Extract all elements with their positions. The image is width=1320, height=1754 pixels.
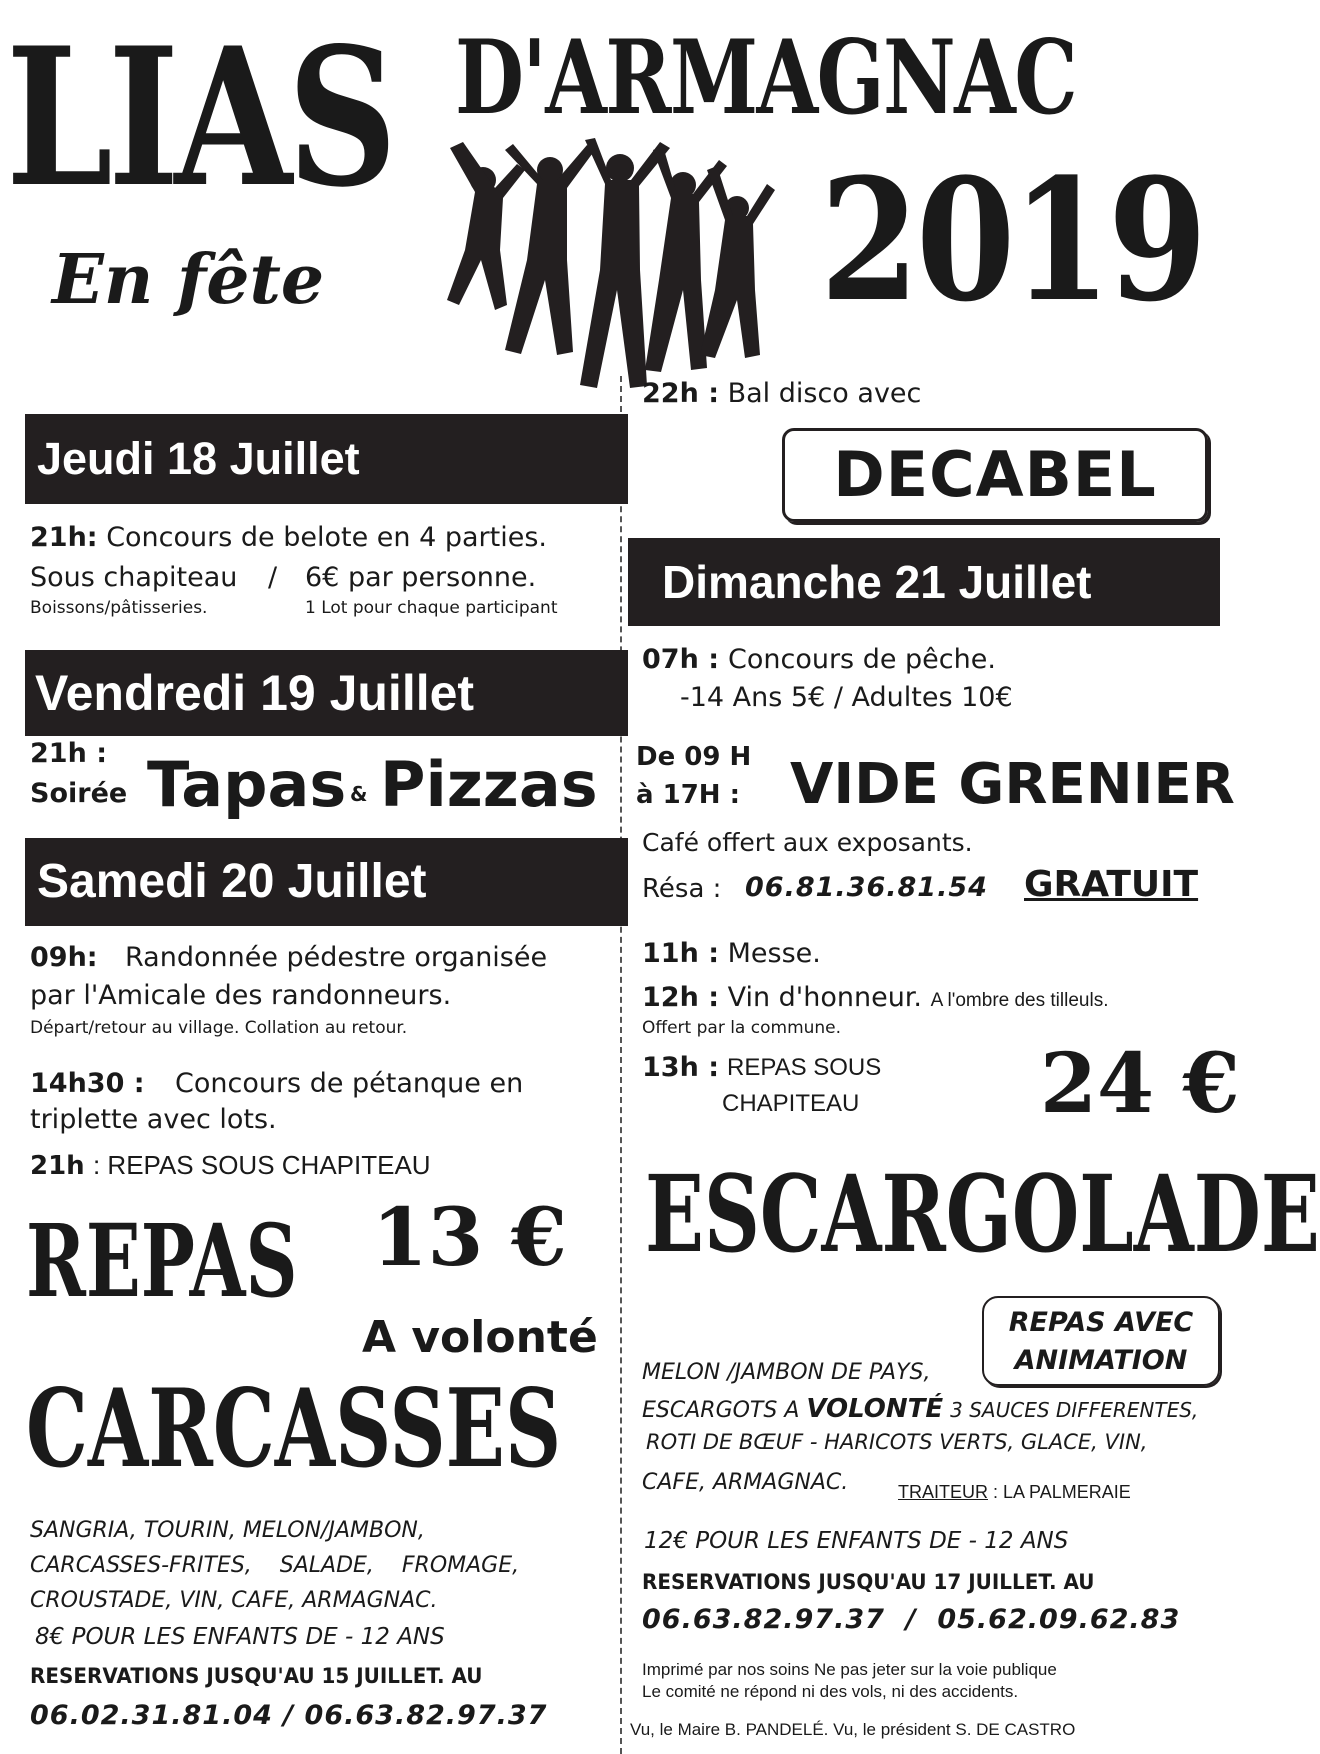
dimanche-kids: 12€ POUR LES ENFANTS DE - 12 ANS bbox=[644, 1528, 1069, 1554]
subtitle-en-fete: En fête bbox=[52, 240, 325, 320]
dimanche-vin-offert: Offert par la commune. bbox=[642, 1018, 842, 1038]
dimanche-messe bbox=[642, 938, 821, 969]
jeudi-boissons: Boissons/pâtisseries. bbox=[30, 598, 208, 618]
dimanche-heading: Dimanche 21 Juillet bbox=[628, 538, 1220, 626]
dimanche-menu-l4: CAFE, ARMAGNAC. bbox=[642, 1470, 849, 1495]
footer-l1: Imprimé par nos soins Ne pas jeter sur la voie publique bbox=[642, 1660, 1057, 1679]
samedi-kids: 8€ POUR LES ENFANTS DE - 12 ANS bbox=[35, 1624, 445, 1650]
samedi-repas-big: REPAS bbox=[26, 1202, 298, 1320]
bal-time: 22h : bbox=[642, 378, 719, 409]
jeudi-belote: Concours de belote en 4 parties. bbox=[106, 522, 547, 553]
dimanche-menu-l2a: ESCARGOTS A bbox=[642, 1398, 800, 1423]
samedi-phones: 06.02.31.81.04 / 06.63.82.97.37 bbox=[30, 1700, 548, 1731]
samedi-price: 13 € bbox=[372, 1190, 567, 1284]
jeudi-price: 6€ par personne. bbox=[305, 562, 537, 593]
dimanche-menu-l3: ROTI DE BŒUF - HARICOTS VERTS, GLACE, VIN, bbox=[646, 1430, 1148, 1454]
vendredi-soiree: Soirée bbox=[30, 778, 128, 809]
dimanche-phones: 06.63.82.97.37 / 05.62.09.62.83 bbox=[642, 1604, 1181, 1635]
vendredi-amp: & bbox=[350, 782, 368, 806]
animation-l1: REPAS AVEC bbox=[1008, 1307, 1194, 1338]
dimanche-vin-text: Vin d'honneur. bbox=[727, 982, 923, 1013]
dimanche-vin-note: A l'ombre des tilleuls. bbox=[930, 990, 1109, 1011]
animation-box bbox=[982, 1296, 1220, 1386]
samedi-menu-l3: CROUSTADE, VIN, CAFE, ARMAGNAC. bbox=[30, 1588, 438, 1613]
samedi-resa: RESERVATIONS JUSQU'AU 15 JUILLET. AU bbox=[30, 1664, 483, 1688]
dimanche-menu-l2b: VOLONTÉ bbox=[806, 1394, 944, 1424]
vendredi-time: 21h : bbox=[30, 738, 107, 769]
jeudi-time: 21h: bbox=[30, 522, 98, 553]
samedi-rando-l1 bbox=[30, 942, 98, 973]
dimanche-resa-label: Résa : bbox=[642, 874, 722, 904]
dimanche-traiteur-label: TRAITEUR bbox=[898, 1482, 988, 1502]
dimanche-menu-l2 bbox=[642, 1394, 1198, 1424]
dimanche-vide-to: à 17H : bbox=[636, 780, 740, 810]
dimanche-menu-l2c: 3 SAUCES DIFFERENTES, bbox=[950, 1398, 1199, 1422]
dimanche-escargolade: ESCARGOLADE bbox=[645, 1151, 1320, 1276]
decabel-box bbox=[782, 428, 1208, 522]
dancers-silhouette-illustration bbox=[445, 140, 775, 390]
samedi-carcasses: CARCASSES bbox=[26, 1366, 562, 1492]
dimanche-peche-text: Concours de pêche. bbox=[728, 644, 996, 675]
samedi-petanque-text1: Concours de pétanque en bbox=[175, 1068, 524, 1099]
bal-text: Bal disco avec bbox=[727, 378, 922, 409]
samedi-repas-text: : REPAS SOUS CHAPITEAU bbox=[92, 1150, 431, 1180]
dimanche-price: 24 € bbox=[1040, 1036, 1240, 1132]
dimanche-traiteur bbox=[898, 1482, 1131, 1503]
jeudi-line2 bbox=[30, 562, 237, 593]
dimanche-messe-time: 11h : bbox=[642, 938, 719, 969]
dimanche-peche-prices: -14 Ans 5€ / Adultes 10€ bbox=[680, 682, 1013, 713]
samedi-heading: Samedi 20 Juillet bbox=[25, 838, 628, 926]
jeudi-line1 bbox=[30, 522, 547, 553]
decabel-band: DECABEL bbox=[833, 438, 1157, 511]
samedi-rando-text1: Randonnée pédestre organisée bbox=[125, 942, 548, 973]
dimanche-repas-l1: REPAS SOUS bbox=[727, 1054, 882, 1081]
dimanche-gratuit: GRATUIT bbox=[1024, 864, 1199, 905]
dimanche-messe-text: Messe. bbox=[727, 938, 821, 969]
vendredi-pizzas: Pizzas bbox=[380, 748, 598, 821]
samedi-rando-text3: Départ/retour au village. Collation au retour. bbox=[30, 1018, 408, 1038]
dimanche-vide-from: De 09 H bbox=[636, 742, 752, 772]
dimanche-vide-title: VIDE GRENIER bbox=[790, 752, 1235, 817]
dimanche-resa: RESERVATIONS JUSQU'AU 17 JUILLET. AU bbox=[642, 1570, 1095, 1594]
samedi-volonte: A volonté bbox=[362, 1312, 598, 1363]
jeudi-heading: Jeudi 18 Juillet bbox=[25, 414, 628, 504]
bal-line bbox=[642, 378, 921, 409]
vendredi-heading: Vendredi 19 Juillet bbox=[25, 650, 628, 736]
vendredi-tapas: Tapas bbox=[147, 748, 347, 821]
dimanche-vin bbox=[642, 982, 1108, 1013]
samedi-petanque-time: 14h30 : bbox=[30, 1068, 145, 1099]
column-divider bbox=[620, 376, 622, 1754]
footer-l2: Le comité ne répond ni des vols, ni des accidents. bbox=[642, 1682, 1019, 1701]
dimanche-repas-time: 13h : bbox=[642, 1052, 719, 1083]
samedi-repas-time: 21h bbox=[30, 1151, 85, 1181]
dimanche-menu-l1: MELON /JAMBON DE PAYS, bbox=[642, 1360, 931, 1385]
title-lias: LIAS bbox=[6, 6, 393, 229]
dimanche-cafe: Café offert aux exposants. bbox=[642, 828, 973, 857]
samedi-rando-text2: par l'Amicale des randonneurs. bbox=[30, 980, 452, 1011]
jeudi-lot: 1 Lot pour chaque participant bbox=[305, 598, 558, 618]
title-armagnac: D'ARMAGNAC bbox=[455, 18, 1077, 138]
dimanche-peche-time: 07h : bbox=[642, 644, 719, 675]
dimanche-traiteur-name: : LA PALMERAIE bbox=[993, 1482, 1131, 1502]
jeudi-sep: / bbox=[268, 562, 278, 593]
jeudi-chapiteau: Sous chapiteau bbox=[30, 562, 238, 593]
dimanche-vin-time: 12h : bbox=[642, 982, 719, 1013]
dimanche-resa-phone: 06.81.36.81.54 bbox=[745, 872, 988, 903]
footer-l3: Vu, le Maire B. PANDELÉ. Vu, le président S. DE CASTRO bbox=[630, 1720, 1076, 1739]
animation-l2: ANIMATION bbox=[1014, 1345, 1188, 1376]
samedi-menu-l2: CARCASSES-FRITES, SALADE, FROMAGE, bbox=[30, 1553, 520, 1578]
samedi-menu-l1: SANGRIA, TOURIN, MELON/JAMBON, bbox=[30, 1518, 425, 1543]
samedi-rando-time: 09h: bbox=[30, 942, 98, 973]
samedi-repas-line bbox=[30, 1150, 431, 1181]
dimanche-repas-l2: CHAPITEAU bbox=[722, 1090, 860, 1117]
title-year: 2019 bbox=[820, 141, 1204, 339]
samedi-petanque-text2: triplette avec lots. bbox=[30, 1104, 277, 1135]
